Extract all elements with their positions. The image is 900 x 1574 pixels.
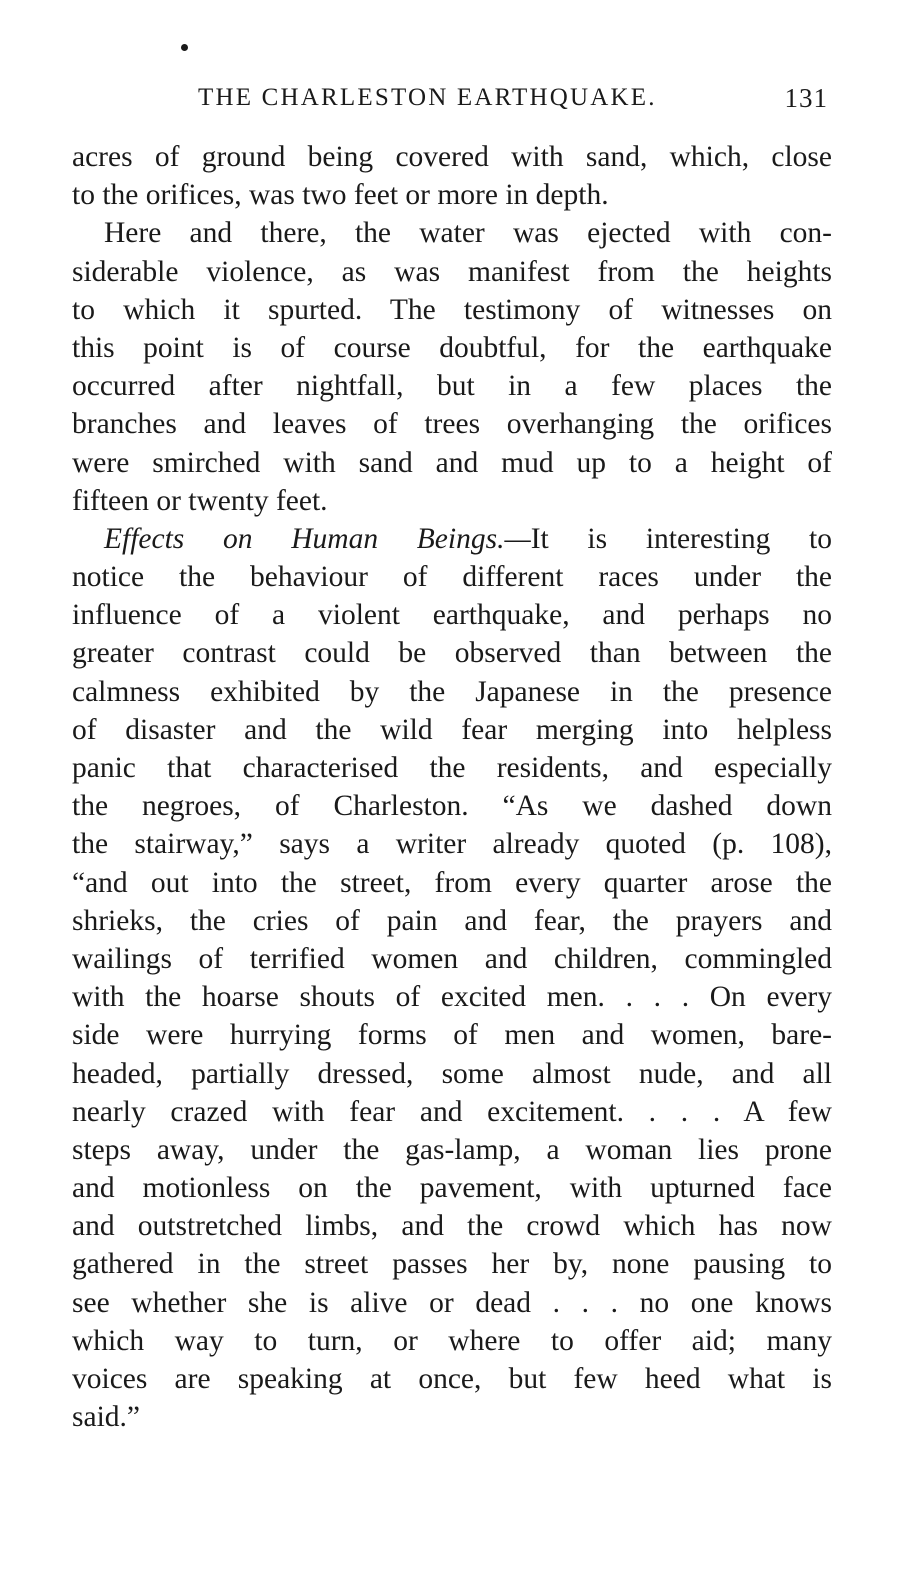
text-line: side were hurrying forms of men and women, bare- [72, 1019, 832, 1052]
text-line: calmness exhibited by the Japanese in the presence [72, 675, 832, 708]
text-line: greater contrast could be observed than between the [72, 637, 832, 670]
text-line: were smirched with sand and mud up to a height of [72, 446, 832, 479]
text-line: with the hoarse shouts of excited men. . . . On every [72, 981, 832, 1014]
text-line: influence of a violent earthquake, and perhaps no [72, 599, 832, 632]
text-line: notice the behaviour of different races under the [72, 561, 832, 594]
text-line: see whether she is alive or dead . . . no one knows [72, 1286, 832, 1319]
text-line: siderable violence, as was manifest from the heights [72, 255, 832, 288]
text-line: to which it spurted. The testimony of witnesses on [72, 293, 832, 326]
text-line: the negroes, of Charleston. “As we dashed down [72, 790, 832, 823]
heading-line-text: It is interesting to [530, 522, 833, 555]
running-head [198, 80, 828, 120]
text-line: panic that characterised the residents, and especially [72, 752, 832, 784]
page-number: 131 [784, 83, 828, 113]
text-line: said.” [72, 1401, 140, 1434]
text-line: “and out into the street, from every quarter arose the [72, 866, 832, 899]
running-title: THE CHARLESTON EARTHQUAKE. [198, 84, 657, 111]
text-line: which way to turn, or where to offer aid; many [72, 1324, 832, 1357]
text-line: occurred after nightfall, but in a few places the [72, 370, 832, 403]
text-line: nearly crazed with fear and excitement. . . . A few [72, 1095, 832, 1128]
text-line: to the orifices, was two feet or more in depth. [72, 179, 609, 212]
text-line: wailings of terrified women and children, commingled [72, 942, 832, 975]
body-text [72, 138, 832, 1436]
text-line: branches and leaves of trees overhanging the orifices [72, 408, 832, 441]
text-line: and outstretched limbs, and the crowd which has now [72, 1210, 832, 1243]
printer-mark [181, 44, 188, 51]
text-line: gathered in the street passes her by, none pausing to [72, 1248, 832, 1281]
text-line: the stairway,” says a writer already quoted (p. 108), [72, 828, 832, 861]
text-line: this point is of course doubtful, for the earthquake [72, 331, 832, 364]
text-line: shrieks, the cries of pain and fear, the prayers and [72, 904, 832, 937]
text-line: headed, partially dressed, some almost nude, and all [72, 1057, 832, 1090]
text-line: acres of ground being covered with sand, which, close [72, 141, 832, 173]
section-heading: Effects on Human Beings.— [104, 522, 531, 555]
text-line: of disaster and the wild fear merging into helpless [72, 713, 832, 746]
text-line-with-heading [72, 520, 832, 558]
text-line: steps away, under the gas-lamp, a woman lies prone [72, 1133, 832, 1166]
text-line: Here and there, the water was ejected with con- [104, 217, 832, 250]
text-line: fifteen or twenty feet. [72, 484, 328, 517]
text-line: voices are speaking at once, but few heed what is [72, 1363, 832, 1395]
text-line: and motionless on the pavement, with upturned face [72, 1172, 832, 1205]
